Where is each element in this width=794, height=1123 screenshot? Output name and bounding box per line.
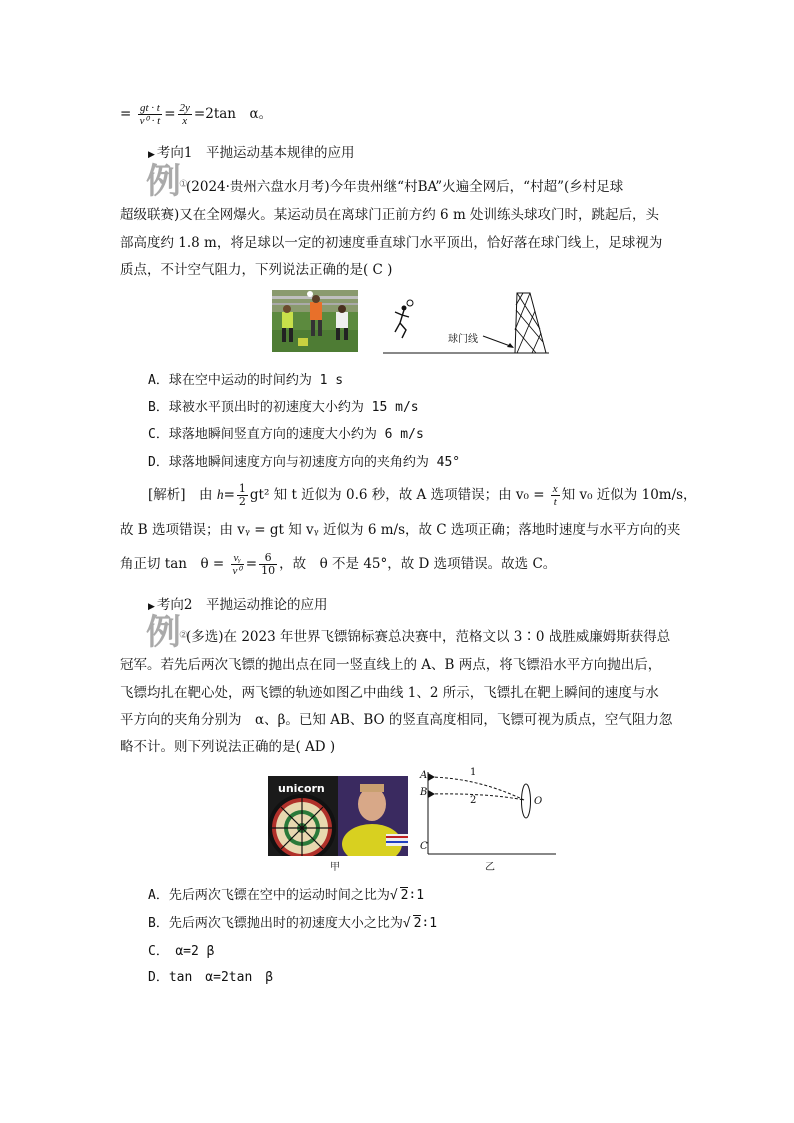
goal-line-diagram [380,290,552,356]
figure-yi-label: 乙 [485,862,495,873]
sqrt-symbol: √ [402,916,411,931]
label-o: O [534,796,543,807]
triangle-marker-icon: ▶ [148,602,155,612]
kaoxiang-2-heading: ▶ 考向2 平抛运动推论的应用 [148,597,328,613]
label-b: B [420,787,428,798]
curve-1-label: 1 [470,767,477,778]
q1-option-c: C．球落地瞬间竖直方向的速度大小约为 6 m/s [148,427,424,442]
soccer-header-photo [272,290,358,352]
figure-jia-label: 甲 [330,862,340,873]
curve-2-label: 2 [470,795,477,806]
goal-line-label: 球门线 [448,334,478,345]
q2-line-5: 略不计。则下列说法正确的是( AD ) [120,739,336,755]
q2-line-3: 飞镖均扎在靶心处，两飞镖的轨迹如图乙中曲线 1、2 所示，飞镖扎在靶上瞬间的速度与水 [120,685,659,701]
q2-option-a: A．先后两次飞镖在空中的运动时间之比为√ 2∶1 [148,888,425,903]
q2-line-1: (多选)在 2023 年世界飞镖锦标赛总决赛中，范格文以 3∶0 战胜威廉姆斯获得总 [186,629,671,645]
kaoxiang-1-heading: ▶ 考向1 平抛运动基本规律的应用 [148,145,355,161]
q1-option-a: A．球在空中运动的时间约为 1 s [148,373,344,388]
q2-line-2: 冠军。若先后两次飞镖的抛出点在同一竖直线上的 A、B 两点，将飞镖沿水平方向抛出后， [120,657,662,673]
q1-analysis-line-3: 角正切 tan θ = $\frac{\text{vᵧ}}{\text{v⁰}}$ = $\frac{6}{10}$ ，故 θ 不是 45°，故 D 选项错误。故选 C。 [120,551,557,577]
dart-trajectory-diagram [418,766,558,862]
label-c: C [420,841,428,852]
q1-line-3: 部高度约 1.8 m，将足球以一定的初速度垂直球门水平顶出，恰好落在球门线上，足球视为 [120,235,663,251]
label-a: A [420,770,428,781]
formula-frac-1: $\frac{gt \cdot t}{\text{v⁰ · t}}$ [139,102,161,127]
q1-line-1: (2024·贵州六盘水月考)今年贵州继“村BA”火遍全网后，“村超”(乡村足球 [186,179,624,195]
q1-line-2: 超级联赛)又在全网爆火。某运动员在离球门正前方约 6 m 处训练头球攻门时，跳起后，头 [120,207,660,223]
q1-option-d: D．球落地瞬间速度方向与初速度方向的夹角约为 45° [148,455,461,470]
triangle-marker-icon: ▶ [148,150,155,160]
q2-option-c: C． α=2 β [148,944,215,959]
dart-match-photo [268,776,408,856]
formula-frac-2: $\frac{2y}{x}$ [179,102,190,127]
q1-option-b: B．球被水平顶出时的初速度大小约为 15 m/s [148,400,419,415]
sqrt-symbol: √ [389,888,398,903]
q1-line-4: 质点，不计空气阻力，下列说法正确的是( C ) [120,262,393,278]
q2-option-b: B．先后两次飞镖抛出时的初速度大小之比为√ 2∶1 [148,916,438,931]
sponsor-logo-text: unicorn [278,782,325,795]
formula-tail: =2tan α。 [193,106,273,122]
q2-line-4: 平方向的夹角分别为 α、β。已知 AB、BO 的竖直高度相同，飞镖可视为质点，空气阻力忽 [120,712,673,728]
example-2-marker: 例② [146,613,186,653]
example-1-marker: 例① [146,162,186,202]
q2-option-d: D．tan α=2tan β [148,970,274,985]
q1-analysis-line-1: [解析] 由 h= $\frac{1}{2}$ gt² 知 t 近似为 0.6 秒，故 A 选项错误；由 v₀ = $\frac{x}{t}$ 知 v₀ 近似为 10m/s， [148,482,697,508]
q1-analysis-line-2: 故 B 选项错误；由 vᵧ = gt 知 vᵧ 近似为 6 m/s，故 C 选项正确；落地时速度与水平方向的夹 [120,522,681,538]
top-formula: = $\frac{gt \cdot t}{\text{v⁰ · t}}$ = $\frac{2y}{x}$ =2tan α。 [120,102,273,127]
formula-eq: = [120,106,132,122]
